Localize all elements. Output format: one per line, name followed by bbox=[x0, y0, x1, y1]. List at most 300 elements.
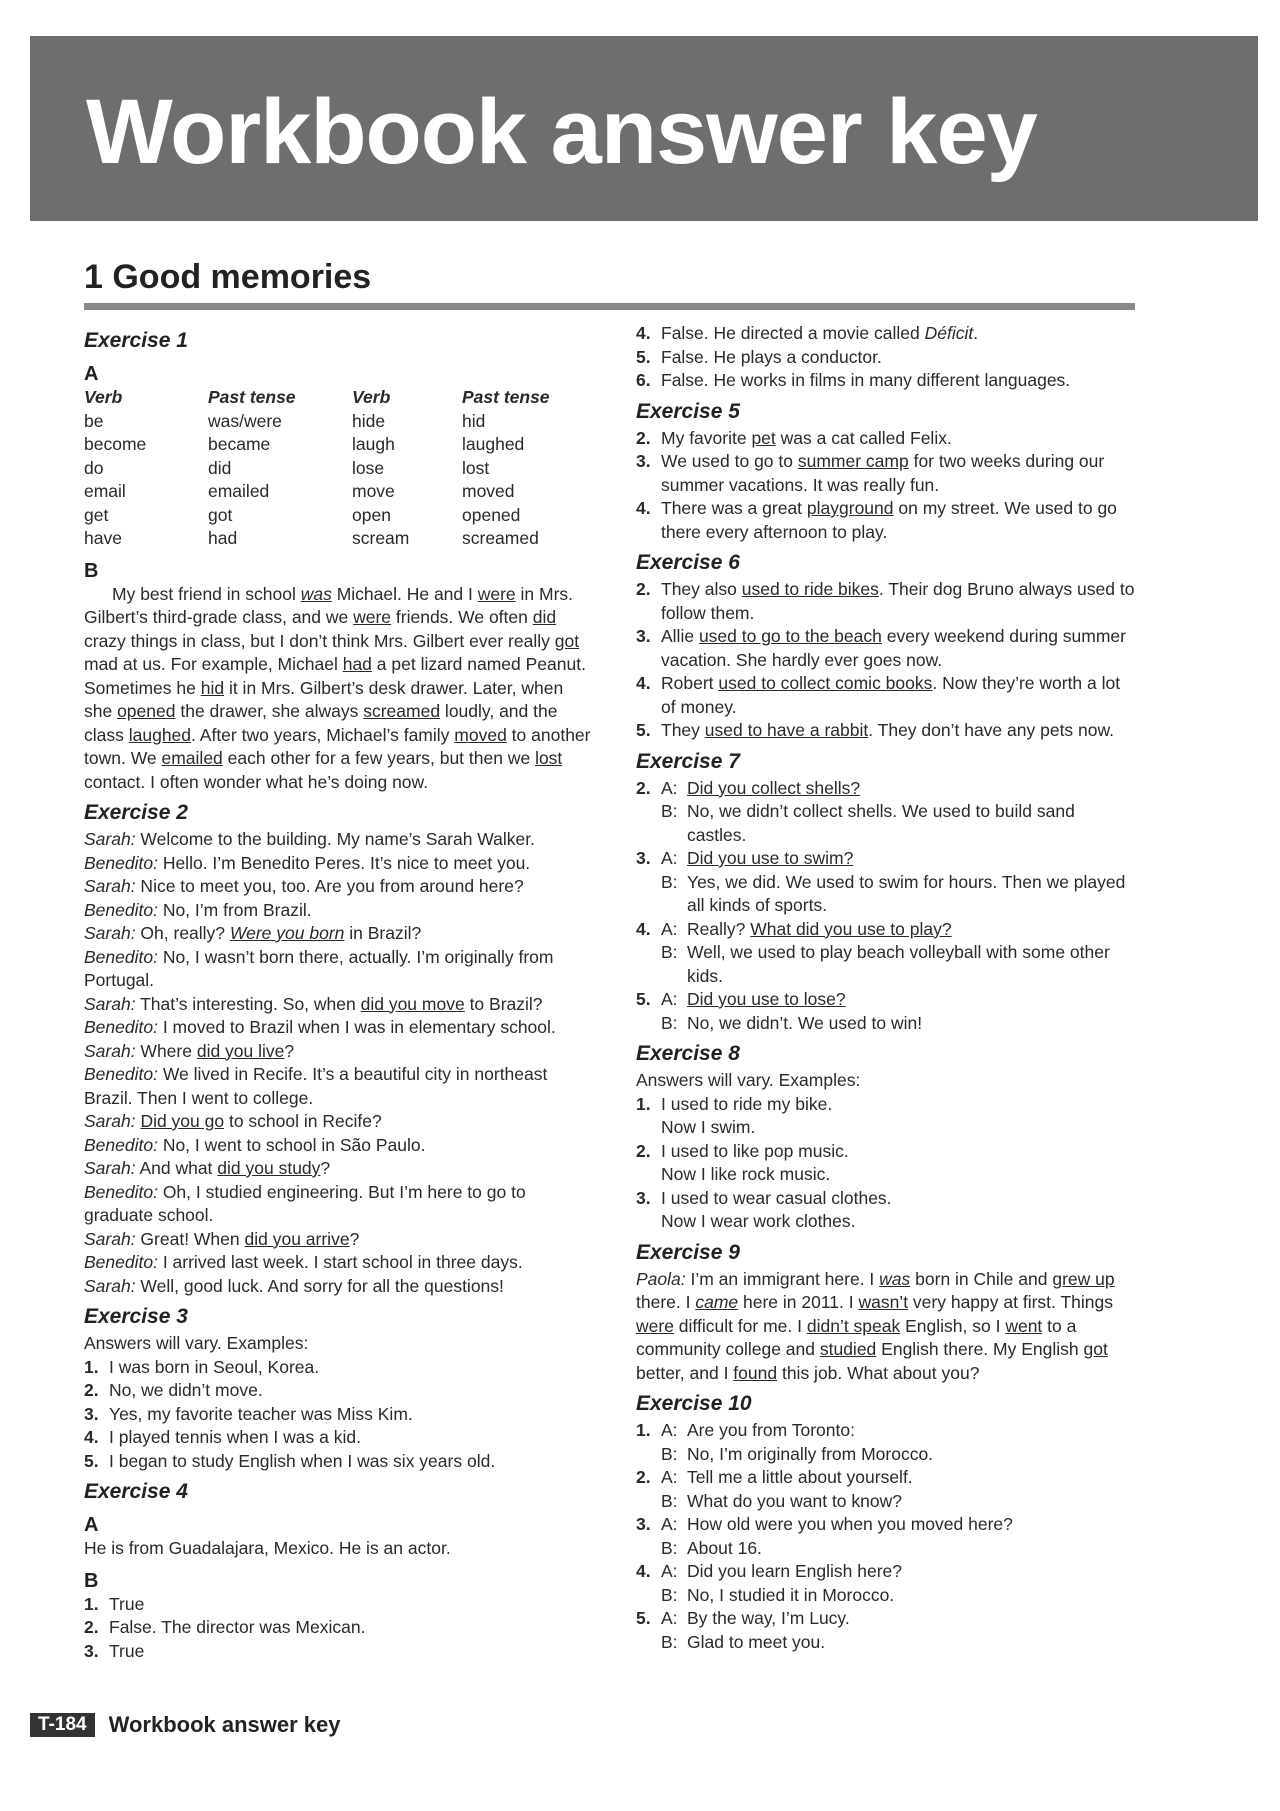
text-run: a pet lizard named Peanut. Sometimes he bbox=[84, 654, 586, 698]
exercise-4-a-text: He is from Guadalajara, Mexico. He is an actor. bbox=[84, 1538, 451, 1558]
exercise-1-heading: Exercise 1 bbox=[84, 329, 188, 352]
list-item bbox=[636, 918, 1136, 989]
list-item bbox=[636, 988, 1136, 1035]
text-run: False. He directed a movie called bbox=[661, 323, 925, 343]
exercise-3-heading: Exercise 3 bbox=[84, 1305, 188, 1328]
table-row bbox=[84, 410, 582, 434]
dialogue-row bbox=[661, 1012, 1136, 1036]
text-run: loudly, and the class bbox=[84, 701, 558, 745]
list-item bbox=[636, 1187, 1136, 1234]
text-run: No, I wasn’t born there, actually. I’m originally from Portugal. bbox=[84, 946, 554, 990]
text-run: Robert bbox=[661, 673, 719, 693]
dialogue-row bbox=[661, 941, 1136, 988]
table-cell: screamed bbox=[462, 528, 539, 548]
dialogue-line bbox=[84, 828, 594, 852]
text-run: was a cat called Felix. bbox=[775, 427, 952, 448]
text-run: Well, we used to play beach volleyball with some other kids. bbox=[687, 942, 1110, 986]
speaker-a-label: A: bbox=[661, 848, 678, 868]
verb-table-heading: Verb bbox=[84, 387, 123, 407]
exercise-6-heading: Exercise 6 bbox=[636, 551, 740, 574]
item-number: 2. bbox=[636, 1467, 651, 1487]
text-run: very happy at first. Things bbox=[908, 1292, 1113, 1312]
speaker-b-label: B: bbox=[661, 1631, 678, 1652]
text-run: in Mrs. Gilbert’s third-grade class, and we bbox=[84, 583, 574, 627]
text-run: . After two years, Michael’s family bbox=[191, 724, 455, 745]
text-run: They also bbox=[661, 579, 742, 599]
text-run: I’m an immigrant here. I bbox=[685, 1268, 880, 1289]
dialogue-row bbox=[661, 988, 1136, 1012]
speaker-a-label: A: bbox=[661, 777, 678, 798]
dialogue-line bbox=[84, 946, 594, 993]
speaker-b-label: B: bbox=[661, 871, 678, 892]
exercise-2-dialogue bbox=[84, 828, 594, 1298]
text-run: ? bbox=[349, 1228, 360, 1249]
list-item bbox=[84, 1450, 594, 1474]
text-run: My favorite bbox=[661, 427, 752, 448]
item-number: 3. bbox=[84, 1640, 99, 1661]
table-row bbox=[84, 527, 582, 551]
table-cell: laugh bbox=[352, 434, 395, 454]
verb-table bbox=[84, 386, 582, 551]
text-run: this job. What about you? bbox=[777, 1362, 980, 1383]
dialogue-row bbox=[661, 1466, 1136, 1490]
item-text: False. He works in films in many different languages. bbox=[661, 370, 1071, 390]
text-run: for two weeks during our summer vacations. It was really fun. bbox=[661, 451, 1105, 495]
text-run: I moved to Brazil when I was in elementary school. bbox=[157, 1017, 556, 1037]
list-item bbox=[636, 450, 1136, 497]
answer-underlined: came bbox=[695, 1292, 739, 1312]
item-text: Now I swim. bbox=[661, 1117, 756, 1137]
answer-underlined: summer camp bbox=[797, 451, 909, 471]
list-item bbox=[636, 1140, 1136, 1187]
header-banner bbox=[30, 36, 1258, 221]
item-number: 5. bbox=[636, 1608, 651, 1628]
dialogue-line bbox=[84, 1063, 594, 1110]
answer-underlined: got bbox=[1083, 1339, 1108, 1359]
text-run: . Their dog Bruno always used to follow them. bbox=[661, 579, 1135, 623]
list-item bbox=[84, 1640, 594, 1664]
speaker-b-label: B: bbox=[661, 801, 678, 821]
item-text: I used to wear casual clothes. bbox=[661, 1187, 892, 1208]
text-run: better, and I bbox=[636, 1362, 734, 1383]
dialogue-row bbox=[661, 1560, 1136, 1584]
table-cell: did bbox=[208, 457, 232, 478]
answer-underlined: grew up bbox=[1052, 1268, 1115, 1289]
text-run: No, I’m from Brazil. bbox=[157, 899, 312, 920]
speaker-label: Benedito: bbox=[84, 946, 158, 967]
item-number: 2. bbox=[84, 1380, 99, 1400]
item-text: No, we didn’t move. bbox=[109, 1380, 263, 1400]
dialogue-line bbox=[84, 1251, 594, 1275]
speaker-label: Sarah: bbox=[84, 923, 136, 943]
speaker-b-label: B: bbox=[661, 1584, 678, 1605]
dialogue-row bbox=[661, 800, 1136, 847]
exercise-1-part-b: B bbox=[84, 559, 99, 582]
list-item bbox=[84, 1356, 594, 1380]
dialogue-line bbox=[84, 1016, 594, 1040]
item-number: 3. bbox=[636, 1514, 651, 1534]
speaker-label: Benedito: bbox=[84, 1017, 158, 1037]
answer-underlined: were bbox=[353, 607, 392, 627]
item-text: Yes, my favorite teacher was Miss Kim. bbox=[109, 1403, 413, 1424]
text-run: . Now they’re worth a lot of money. bbox=[661, 673, 1121, 717]
item-text: I used to ride my bike. bbox=[661, 1093, 833, 1114]
list-item bbox=[636, 346, 1136, 370]
text-run: Really? bbox=[687, 918, 751, 939]
text-run: . They don’t have any pets now. bbox=[868, 720, 1115, 740]
answer-underlined: laughed bbox=[128, 724, 192, 745]
item-number: 2. bbox=[84, 1617, 99, 1637]
list-item bbox=[636, 847, 1136, 918]
text-run: born in Chile and bbox=[910, 1268, 1053, 1289]
answer-underlined: opened bbox=[117, 701, 176, 721]
exercise-4-part-b: B bbox=[84, 1569, 99, 1592]
list-item bbox=[84, 1403, 594, 1427]
item-text: I was born in Seoul, Korea. bbox=[109, 1356, 320, 1377]
dialogue-line bbox=[84, 993, 594, 1017]
list-item bbox=[636, 322, 1136, 346]
text-run: difficult for me. I bbox=[673, 1315, 807, 1336]
speaker-b-label: B: bbox=[661, 1537, 678, 1558]
text-run: Did you learn English here? bbox=[687, 1561, 902, 1581]
text-run: . bbox=[973, 323, 979, 343]
exercise-4-part-a: A bbox=[84, 1514, 99, 1536]
dialogue-row bbox=[661, 847, 1136, 871]
dialogue-row bbox=[661, 1443, 1136, 1467]
text-run: Allie bbox=[661, 626, 699, 646]
text-run: There was a great bbox=[661, 498, 807, 518]
page-title: Workbook answer key bbox=[86, 81, 1037, 183]
speaker-b-label: B: bbox=[661, 1443, 678, 1464]
footer-title: Workbook answer key bbox=[108, 1712, 341, 1737]
text-run: contact. I often wonder what he’s doing now. bbox=[84, 771, 429, 792]
exercise-7-heading: Exercise 7 bbox=[636, 749, 740, 773]
answer-underlined: moved bbox=[454, 724, 507, 745]
text-run: No, I’m originally from Morocco. bbox=[687, 1443, 934, 1464]
answer-underlined: Did you go bbox=[140, 1111, 225, 1131]
item-number: 3. bbox=[636, 451, 651, 471]
item-number: 5. bbox=[636, 346, 651, 367]
text-run: to Brazil? bbox=[464, 993, 543, 1014]
list-item bbox=[636, 578, 1136, 625]
speaker-b-label: B: bbox=[661, 942, 678, 962]
item-number: 1. bbox=[636, 1093, 651, 1114]
text-run: Welcome to the building. My name’s Sarah Walker. bbox=[135, 829, 536, 849]
verb-table-heading: Past tense bbox=[462, 387, 550, 407]
answer-underlined: hid bbox=[200, 677, 225, 698]
dialogue-line bbox=[84, 1181, 594, 1228]
exercise-5-heading: Exercise 5 bbox=[636, 399, 740, 423]
table-cell: have bbox=[84, 528, 122, 548]
list-item bbox=[84, 1593, 594, 1617]
text-run: No, we didn’t collect shells. We used to build sand castles. bbox=[687, 801, 1075, 845]
text-run: About 16. bbox=[687, 1537, 762, 1558]
answer-underlined: went bbox=[1005, 1315, 1043, 1336]
answer-underlined: Did you use to lose? bbox=[687, 989, 846, 1009]
dialogue-row bbox=[661, 1631, 1136, 1655]
item-number: 1. bbox=[84, 1593, 99, 1614]
exercise-4-heading: Exercise 4 bbox=[84, 1480, 188, 1503]
verb-table-heading: Verb bbox=[352, 387, 391, 407]
list-item bbox=[636, 777, 1136, 848]
speaker-a-label: A: bbox=[661, 1561, 678, 1581]
answer-underlined: were bbox=[636, 1315, 674, 1336]
speaker-a-label: A: bbox=[661, 989, 678, 1009]
table-cell: scream bbox=[352, 528, 410, 548]
dialogue-row bbox=[661, 1419, 1136, 1443]
table-cell: hide bbox=[352, 410, 386, 431]
item-number: 3. bbox=[84, 1403, 99, 1424]
dialogue-row bbox=[661, 918, 1136, 942]
list-item bbox=[84, 1426, 594, 1450]
table-cell: open bbox=[352, 504, 391, 525]
table-cell: lose bbox=[352, 457, 385, 478]
item-number: 4. bbox=[636, 673, 651, 693]
item-number: 1. bbox=[636, 1420, 651, 1440]
answer-underlined: used to ride bikes bbox=[741, 579, 879, 599]
table-row bbox=[84, 480, 582, 504]
exercise-10-heading: Exercise 10 bbox=[636, 1392, 752, 1415]
title-rule bbox=[84, 303, 1135, 310]
text-run: friends. We often bbox=[391, 607, 533, 627]
item-text: True bbox=[109, 1593, 145, 1614]
answer-underlined: studied bbox=[819, 1339, 877, 1359]
speaker-label: Sarah: bbox=[84, 993, 136, 1014]
text-run: I arrived last week. I start school in three days. bbox=[157, 1252, 523, 1272]
answer-underlined: was bbox=[300, 583, 332, 604]
speaker-label: Benedito: bbox=[84, 1064, 158, 1084]
answer-underlined: wasn’t bbox=[858, 1292, 909, 1312]
text-run: Yes, we did. We used to swim for hours. Then we played all kinds of sports. bbox=[687, 871, 1126, 915]
speaker-a-label: A: bbox=[661, 918, 678, 939]
answer-underlined: used to have a rabbit bbox=[704, 720, 869, 740]
answer-underlined: did you move bbox=[360, 993, 465, 1014]
text-run: the drawer, she always bbox=[175, 701, 364, 721]
table-cell: emailed bbox=[208, 481, 270, 501]
text-run: No, I went to school in São Paulo. bbox=[157, 1134, 426, 1155]
speaker-a-label: A: bbox=[661, 1467, 678, 1487]
answer-underlined: did you study bbox=[217, 1158, 321, 1178]
item-number: 1. bbox=[84, 1356, 99, 1377]
dialogue-line bbox=[84, 1110, 594, 1134]
text-run: And what bbox=[135, 1158, 218, 1178]
answer-underlined: didn’t speak bbox=[806, 1315, 901, 1336]
answer-underlined: had bbox=[342, 654, 372, 674]
movie-title: Déficit bbox=[924, 323, 974, 343]
item-number: 2. bbox=[636, 427, 651, 448]
dialogue-line bbox=[84, 1275, 594, 1299]
table-cell: opened bbox=[462, 504, 521, 525]
page-footer bbox=[30, 1712, 341, 1738]
exercise-8-heading: Exercise 8 bbox=[636, 1042, 740, 1065]
exercise-1-part-a: A bbox=[84, 363, 99, 385]
list-item bbox=[636, 1466, 1136, 1513]
table-cell: get bbox=[84, 504, 109, 525]
text-run: Well, good luck. And sorry for all the questions! bbox=[135, 1275, 504, 1296]
item-number: 4. bbox=[636, 323, 651, 343]
list-item bbox=[84, 1616, 594, 1640]
item-text: I began to study English when I was six years old. bbox=[109, 1450, 496, 1471]
text-run: What do you want to know? bbox=[687, 1490, 902, 1511]
left-column bbox=[84, 322, 594, 1663]
exercise-3-intro: Answers will vary. Examples: bbox=[84, 1333, 309, 1353]
list-item bbox=[636, 719, 1136, 743]
list-item bbox=[636, 1560, 1136, 1607]
item-number: 4. bbox=[636, 498, 651, 518]
text-run: Glad to meet you. bbox=[687, 1631, 826, 1652]
speaker-label: Benedito: bbox=[84, 1134, 158, 1155]
speaker-b-label: B: bbox=[661, 1490, 678, 1511]
answer-underlined: Were you born bbox=[229, 923, 345, 943]
text-run: Hello. I’m Benedito Peres. It’s nice to meet you. bbox=[157, 852, 531, 873]
text-run: That’s interesting. So, when bbox=[135, 993, 361, 1014]
text-run: ? bbox=[320, 1158, 331, 1178]
item-number: 4. bbox=[636, 918, 651, 939]
text-run: Oh, really? bbox=[135, 923, 230, 943]
answer-underlined: did you live bbox=[196, 1040, 285, 1061]
exercise-2-heading: Exercise 2 bbox=[84, 801, 188, 824]
item-number: 2. bbox=[636, 777, 651, 798]
text-run: mad at us. For example, Michael bbox=[84, 654, 343, 674]
speaker-label: Sarah: bbox=[84, 1040, 136, 1061]
table-cell: do bbox=[84, 457, 104, 478]
answer-underlined: emailed bbox=[161, 748, 223, 768]
list-item bbox=[636, 1607, 1136, 1654]
text-run: English, so I bbox=[900, 1315, 1006, 1336]
text-run: Tell me a little about yourself. bbox=[687, 1467, 913, 1487]
text-run: in Brazil? bbox=[344, 923, 422, 943]
text-run: to a community college and bbox=[636, 1315, 1077, 1359]
table-cell: was/were bbox=[208, 410, 282, 431]
item-text: I used to like pop music. bbox=[661, 1140, 849, 1161]
table-row bbox=[84, 504, 582, 528]
text-run: Are you from Toronto: bbox=[687, 1420, 855, 1440]
speaker-label: Sarah: bbox=[84, 1275, 136, 1296]
dialogue-row bbox=[661, 1537, 1136, 1561]
item-number: 5. bbox=[84, 1450, 99, 1471]
exercise-9-paragraph bbox=[636, 1268, 1136, 1386]
item-number: 4. bbox=[636, 1561, 651, 1581]
item-number: 5. bbox=[636, 720, 651, 740]
answer-underlined: Did you use to swim? bbox=[687, 848, 854, 868]
answer-underlined: lost bbox=[535, 748, 563, 768]
speaker-a-label: A: bbox=[661, 1420, 678, 1440]
text-run: English there. My English bbox=[876, 1339, 1084, 1359]
item-number: 6. bbox=[636, 370, 651, 390]
list-item bbox=[636, 625, 1136, 672]
text-run: No, I studied it in Morocco. bbox=[687, 1584, 895, 1605]
table-cell: laughed bbox=[462, 434, 525, 454]
list-item bbox=[636, 497, 1136, 544]
text-run: crazy things in class, but I don’t think Mrs. Gilbert ever really bbox=[84, 630, 555, 651]
item-text: I played tennis when I was a kid. bbox=[109, 1427, 361, 1447]
item-number: 4. bbox=[84, 1427, 99, 1447]
text-run: Oh, I studied engineering. But I’m here to go to graduate school. bbox=[84, 1181, 526, 1225]
text-run: My best friend in school bbox=[112, 583, 301, 604]
table-row bbox=[84, 457, 582, 481]
exercise-1-paragraph bbox=[84, 583, 594, 795]
text-run: every weekend during summer vacation. She hardly ever goes now. bbox=[661, 626, 1126, 670]
answer-underlined: were bbox=[477, 583, 516, 604]
table-cell: moved bbox=[462, 481, 515, 501]
text-run: We used to go to bbox=[661, 451, 798, 471]
item-number: 2. bbox=[636, 579, 651, 599]
item-text: Now I like rock music. bbox=[661, 1164, 831, 1184]
table-cell: move bbox=[352, 481, 395, 501]
speaker-label: Sarah: bbox=[84, 829, 136, 849]
verb-table-heading: Past tense bbox=[208, 387, 296, 407]
text-run: Great! When bbox=[135, 1228, 245, 1249]
text-run: on my street. We used to go there every afternoon to play. bbox=[661, 498, 1117, 542]
table-row bbox=[84, 433, 582, 457]
table-cell: be bbox=[84, 410, 104, 431]
speaker-label: Sarah: bbox=[84, 1158, 136, 1178]
table-cell: had bbox=[208, 528, 238, 548]
answer-underlined: did you arrive bbox=[244, 1228, 350, 1249]
text-run: Where bbox=[135, 1040, 197, 1061]
verb-table-header bbox=[84, 386, 582, 410]
list-item bbox=[636, 672, 1136, 719]
dialogue-line bbox=[84, 1157, 594, 1181]
dialogue-row bbox=[661, 871, 1136, 918]
speaker-a-label: A: bbox=[661, 1608, 678, 1628]
text-run: No, we didn’t. We used to win! bbox=[687, 1012, 923, 1033]
speaker-label: Paola: bbox=[636, 1268, 686, 1289]
dialogue-row bbox=[661, 777, 1136, 801]
dialogue-line bbox=[84, 899, 594, 923]
answer-underlined: playground bbox=[806, 498, 894, 518]
right-column bbox=[636, 322, 1136, 1654]
text-run: Nice to meet you, too. Are you from around here? bbox=[135, 876, 524, 896]
item-text: True bbox=[109, 1640, 145, 1661]
text-run: ? bbox=[284, 1040, 295, 1061]
answer-underlined: Did you collect shells? bbox=[687, 777, 861, 798]
answer-underlined: used to go to the beach bbox=[698, 626, 882, 646]
table-cell: got bbox=[208, 504, 233, 525]
table-cell: lost bbox=[462, 457, 490, 478]
dialogue-line bbox=[84, 1228, 594, 1252]
speaker-label: Benedito: bbox=[84, 1181, 158, 1202]
answer-underlined: was bbox=[879, 1268, 911, 1289]
dialogue-row bbox=[661, 1513, 1136, 1537]
text-run: to school in Recife? bbox=[224, 1111, 382, 1131]
text-run: to another town. We bbox=[84, 724, 591, 768]
item-text: False. He plays a conductor. bbox=[661, 346, 882, 367]
speaker-label: Sarah: bbox=[84, 876, 136, 896]
list-item bbox=[636, 1093, 1136, 1140]
text-run: By the way, I’m Lucy. bbox=[687, 1608, 850, 1628]
speaker-a-label: A: bbox=[661, 1514, 678, 1534]
dialogue-row bbox=[661, 1607, 1136, 1631]
item-text: Now I wear work clothes. bbox=[661, 1211, 856, 1231]
dialogue-line bbox=[84, 852, 594, 876]
table-cell: email bbox=[84, 481, 126, 501]
exercise-9-heading: Exercise 9 bbox=[636, 1240, 740, 1264]
text-run: Michael. He and I bbox=[331, 583, 478, 604]
speaker-b-label: B: bbox=[661, 1012, 678, 1033]
text-run: each other for a few years, but then we bbox=[222, 748, 536, 768]
item-number: 5. bbox=[636, 989, 651, 1009]
dialogue-line bbox=[84, 922, 594, 946]
text-run: They bbox=[661, 720, 705, 740]
list-item bbox=[636, 1513, 1136, 1560]
dialogue-line bbox=[84, 1134, 594, 1158]
table-cell: hid bbox=[462, 410, 486, 431]
exercise-8-intro: Answers will vary. Examples: bbox=[636, 1070, 861, 1090]
unit-title: 1 Good memories bbox=[84, 258, 372, 296]
item-number: 3. bbox=[636, 848, 651, 868]
text-run: there. I bbox=[636, 1292, 696, 1312]
